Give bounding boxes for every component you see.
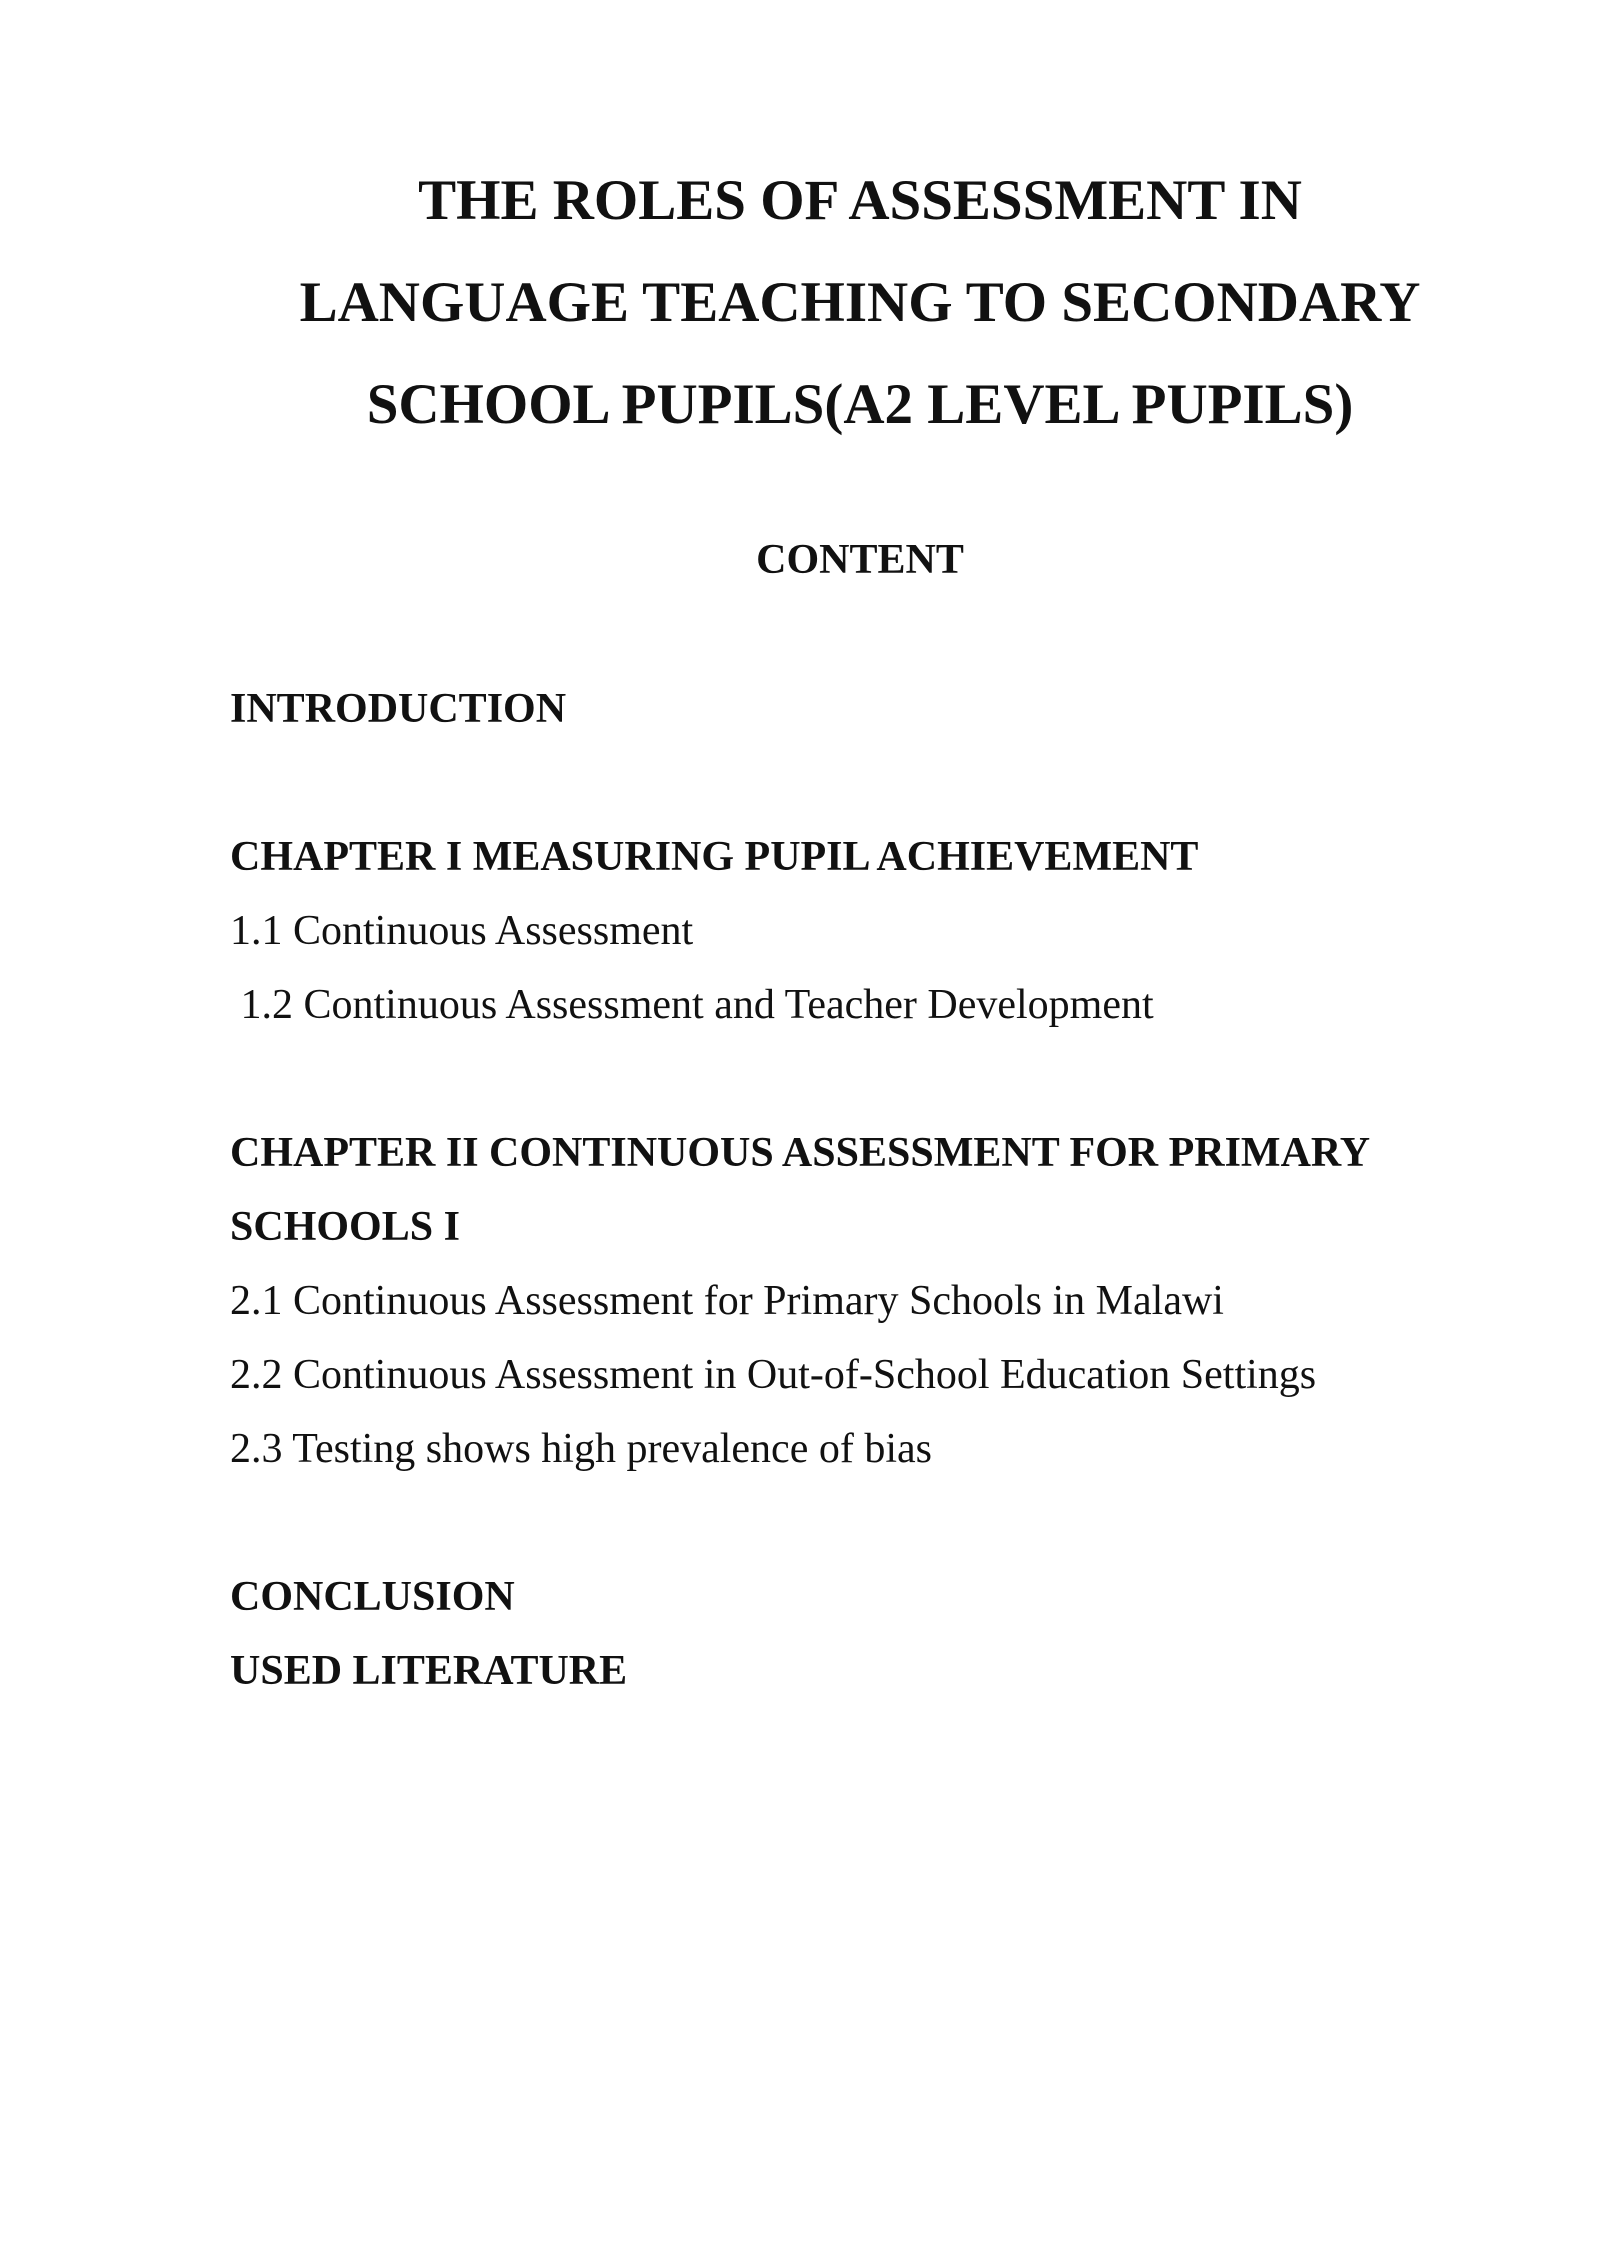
toc-used-literature: USED LITERATURE	[230, 1648, 628, 1694]
toc-chapter-1-heading: CHAPTER I MEASURING PUPIL ACHIEVEMENT	[230, 834, 1199, 880]
title-line-2: LANGUAGE TEACHING TO SECONDARY	[299, 271, 1421, 334]
toc-item-2-2: 2.2 Continuous Assessment in Out-of-School Education Settings	[230, 1352, 1317, 1398]
toc-introduction: INTRODUCTION	[230, 686, 567, 732]
toc-item-1-2: 1.2 Continuous Assessment and Teacher Development	[230, 982, 1154, 1028]
toc-item-1-1: 1.1 Continuous Assessment	[230, 908, 694, 954]
toc-item-2-1: 2.1 Continuous Assessment for Primary Schools in Malawi	[230, 1278, 1224, 1324]
toc-chapter-2-heading-line-1: CHAPTER II CONTINUOUS ASSESSMENT FOR PRIMARY	[230, 1130, 1371, 1176]
toc-chapter-2-heading-line-2: SCHOOLS I	[230, 1204, 460, 1250]
toc-item-2-3: 2.3 Testing shows high prevalence of bias	[230, 1426, 932, 1472]
title-line-3: SCHOOL PUPILS(A2 LEVEL PUPILS)	[366, 373, 1354, 436]
toc-conclusion: CONCLUSION	[230, 1574, 515, 1620]
content-heading: CONTENT	[756, 537, 964, 583]
document-title	[230, 150, 1490, 456]
title-line-1: THE ROLES OF ASSESSMENT IN	[418, 169, 1302, 232]
